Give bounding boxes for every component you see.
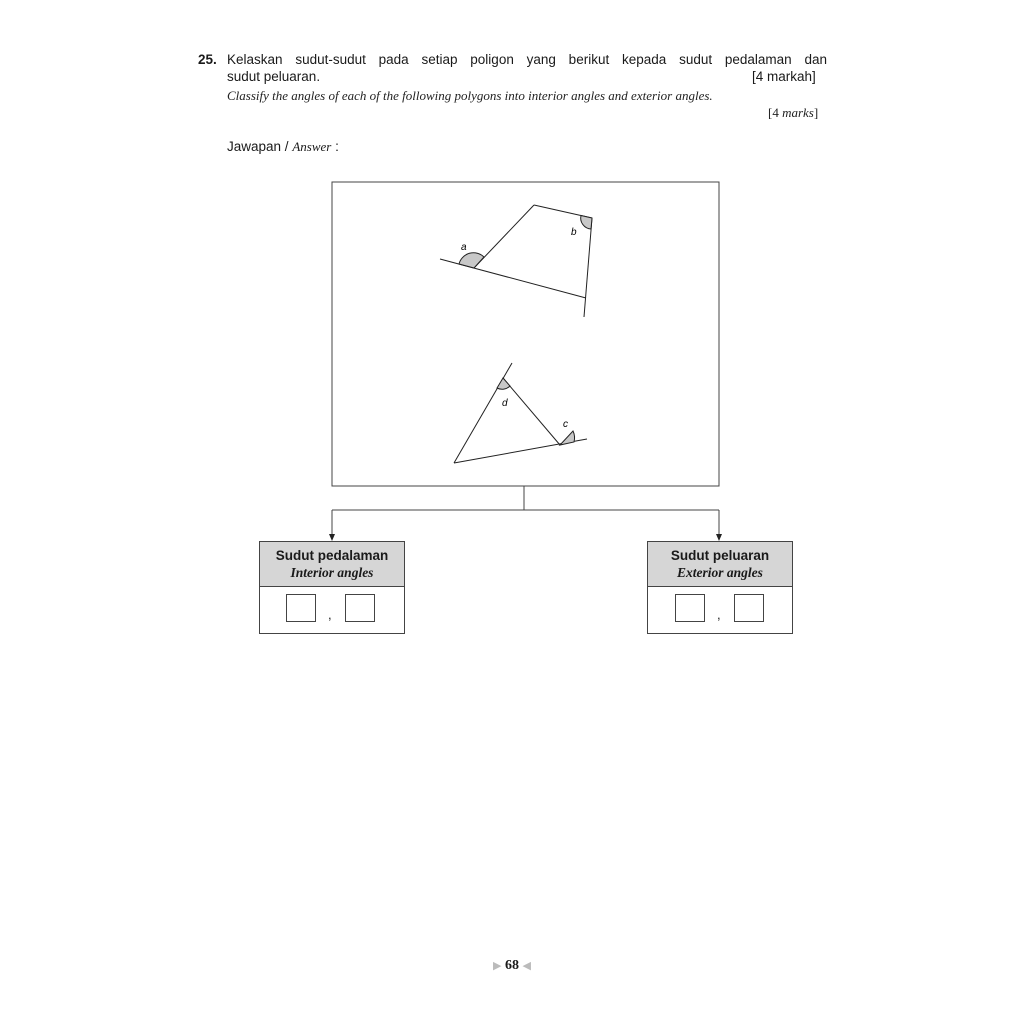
question-number: 25.: [198, 52, 217, 67]
angle-label-b: b: [571, 227, 577, 238]
marks-en-close: ]: [813, 105, 819, 120]
question-text-en: Classify the angles of each of the following polygons into interior angles and exterior angles.: [227, 88, 713, 103]
answer-label-colon: :: [335, 139, 339, 154]
interior-angles-header: [260, 542, 404, 587]
page-number: 68: [505, 958, 519, 973]
page-arrow-left-icon: ▶: [493, 960, 502, 972]
exterior-angles-body: [648, 587, 792, 633]
interior-angles-body: [260, 587, 404, 633]
angle-label-a: a: [461, 242, 467, 253]
diagram-frame: [332, 182, 719, 486]
angle-label-d: d: [502, 398, 508, 409]
page-footer: [0, 958, 1024, 974]
question-text-ms-line1: Kelaskan sudut-sudut pada setiap poligon yang berikut kepada sudut pedalaman dan: [227, 52, 827, 67]
exterior-angles-box: [647, 541, 793, 634]
question-text-ms-line2: sudut peluaran.: [227, 69, 321, 84]
angle-label-c: c: [563, 419, 568, 430]
marks-en-num: [4: [768, 105, 779, 120]
exterior-angles-title-en: Exterior angles: [677, 565, 763, 580]
interior-separator: ,: [328, 607, 332, 622]
interior-answer-slot-2[interactable]: [345, 594, 375, 622]
interior-answer-slot-1[interactable]: [286, 594, 316, 622]
answer-label-ms: Jawapan /: [227, 139, 289, 154]
arrow-left-head: [329, 534, 335, 541]
exterior-angles-title-ms: Sudut peluaran: [670, 548, 770, 563]
answer-label-en: Answer: [292, 139, 332, 154]
interior-angles-title-en: Interior angles: [290, 565, 374, 580]
exterior-answer-slot-1[interactable]: [675, 594, 705, 622]
marks-en-word: marks: [782, 105, 814, 120]
exterior-angles-header: [648, 542, 792, 587]
connector-lines: [332, 486, 719, 535]
marks-ms: [4 markah]: [752, 69, 816, 84]
exterior-answer-slot-2[interactable]: [734, 594, 764, 622]
page-arrow-right-icon: ◀: [522, 960, 531, 972]
arrow-right-head: [716, 534, 722, 541]
interior-angles-title-ms: Sudut pedalaman: [275, 548, 389, 563]
interior-angles-box: [259, 541, 405, 634]
exterior-separator: ,: [717, 607, 721, 622]
